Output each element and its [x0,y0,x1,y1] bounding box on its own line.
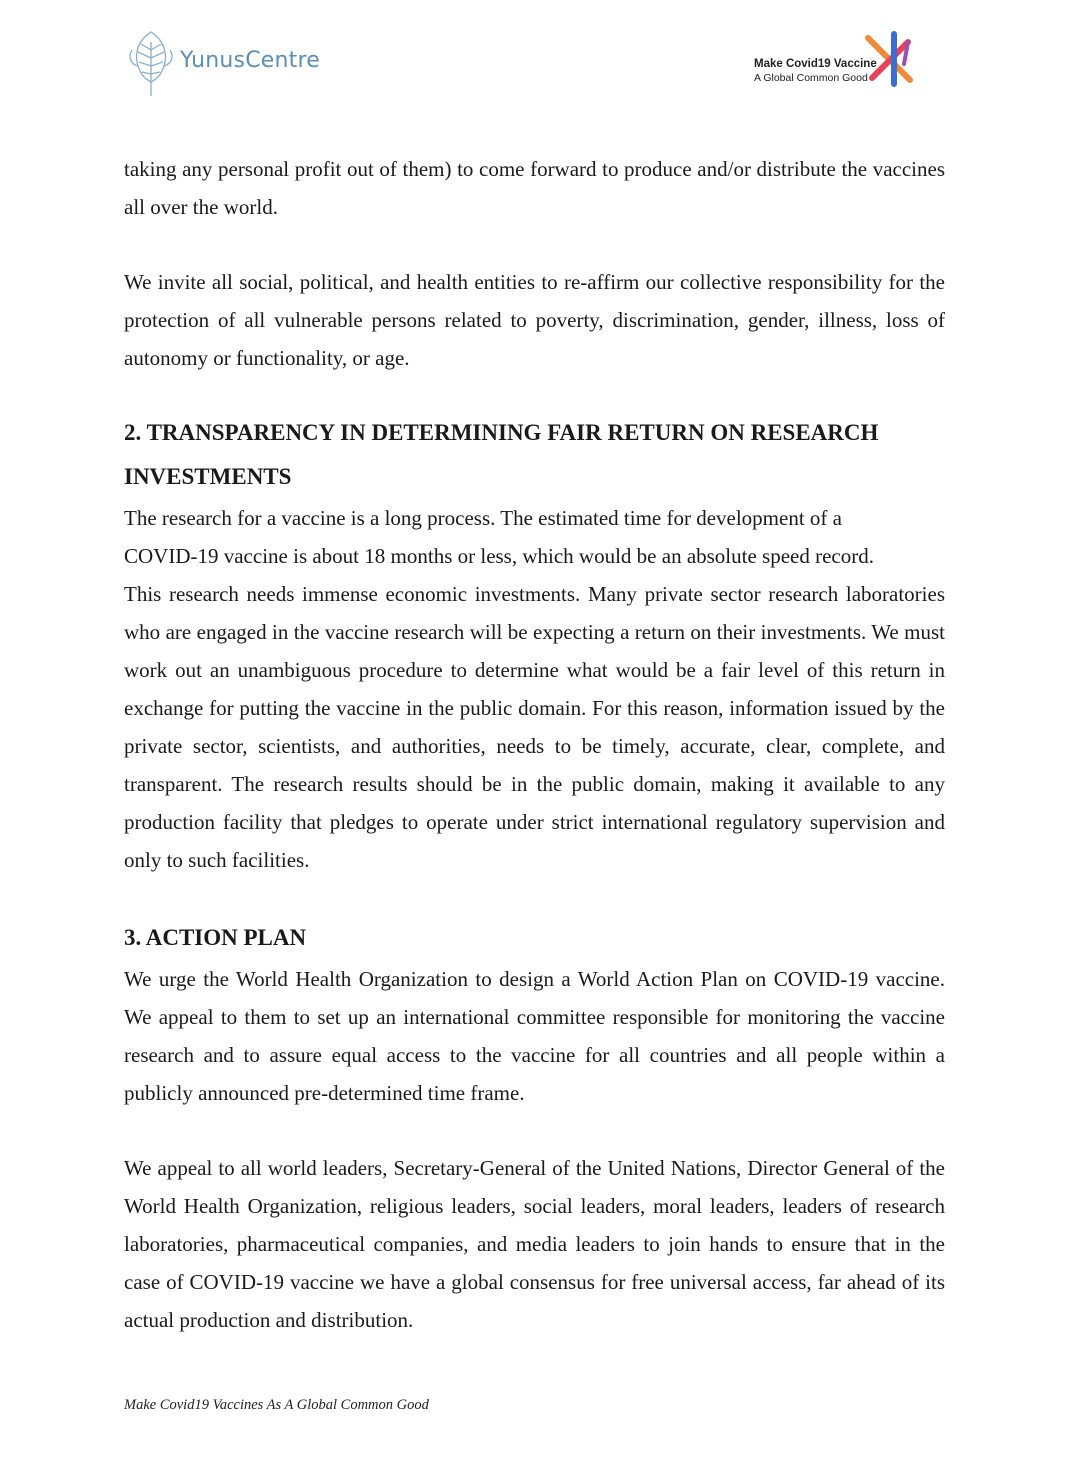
paragraph-appeal: We appeal to all world leaders, Secretary-General of the United Nations, Director General of the World Health Organization, religious leaders, social leaders, moral leaders, leaders of research laboratories, pharmaceutical companies, and media leaders to join hands to ensure that in the case of COVID-19 vaccine we have a global consensus for free universal access, far ahead of its actual production and distribution. [124,1156,945,1332]
yunus-centre-logo [126,22,348,98]
yunus-centre-logo-text: YunusCentre [180,48,320,73]
paragraph-research-investments: This research needs immense economic investments. Many private sector research laboratories who are engaged in the vaccine research will be expecting a return on their investments. We must work out an unambiguous procedure to determine what would be a fair level of this return in exchange for putting the vaccine in the public domain. For this reason, information issued by the private sector, scientists, and authorities, needs to be timely, accurate, clear, complete, and transparent. The research results should be in the public domain, making it available to any production facility that pledges to operate under strict international regulatory supervision and only to such facilities. [124,582,945,872]
document-body [124,150,945,1339]
paragraph-continuation: taking any personal profit out of them) to come forward to produce and/or distribute the vaccines all over the world. [124,157,945,219]
page-footer: Make Covid19 Vaccines As A Global Common Good [124,1397,429,1413]
make-covid19-vaccine-logo [732,28,936,96]
paragraph-action-plan: We urge the World Health Organization to design a World Action Plan on COVID-19 vaccine. We appeal to them to set up an international committee responsible for monitoring the vaccine research and to assure equal access to the vaccine for all countries and all people within a publicly announced pre-determined time frame. [124,967,945,1105]
paragraph-research-line1: The research for a vaccine is a long process. The estimated time for development of a [124,506,842,530]
logo-line-1: Make Covid19 Vaccine [754,58,877,70]
paragraph-invite: We invite all social, political, and health entities to re-affirm our collective responsibility for the protection of all vulnerable persons related to poverty, discrimination, gender, illness, loss of autonomy or functionality, or age. [124,270,945,370]
section-heading-transparency: 2. TRANSPARENCY IN DETERMINING FAIR RETURN ON RESEARCH INVESTMENTS [124,420,879,489]
logo-line-2: A Global Common Good [754,72,868,84]
paragraph-research-line2: COVID-19 vaccine is about 18 months or less, which would be an absolute speed record. [124,544,874,568]
section-heading-action-plan: 3. ACTION PLAN [124,925,307,950]
leaf-icon [126,22,176,98]
